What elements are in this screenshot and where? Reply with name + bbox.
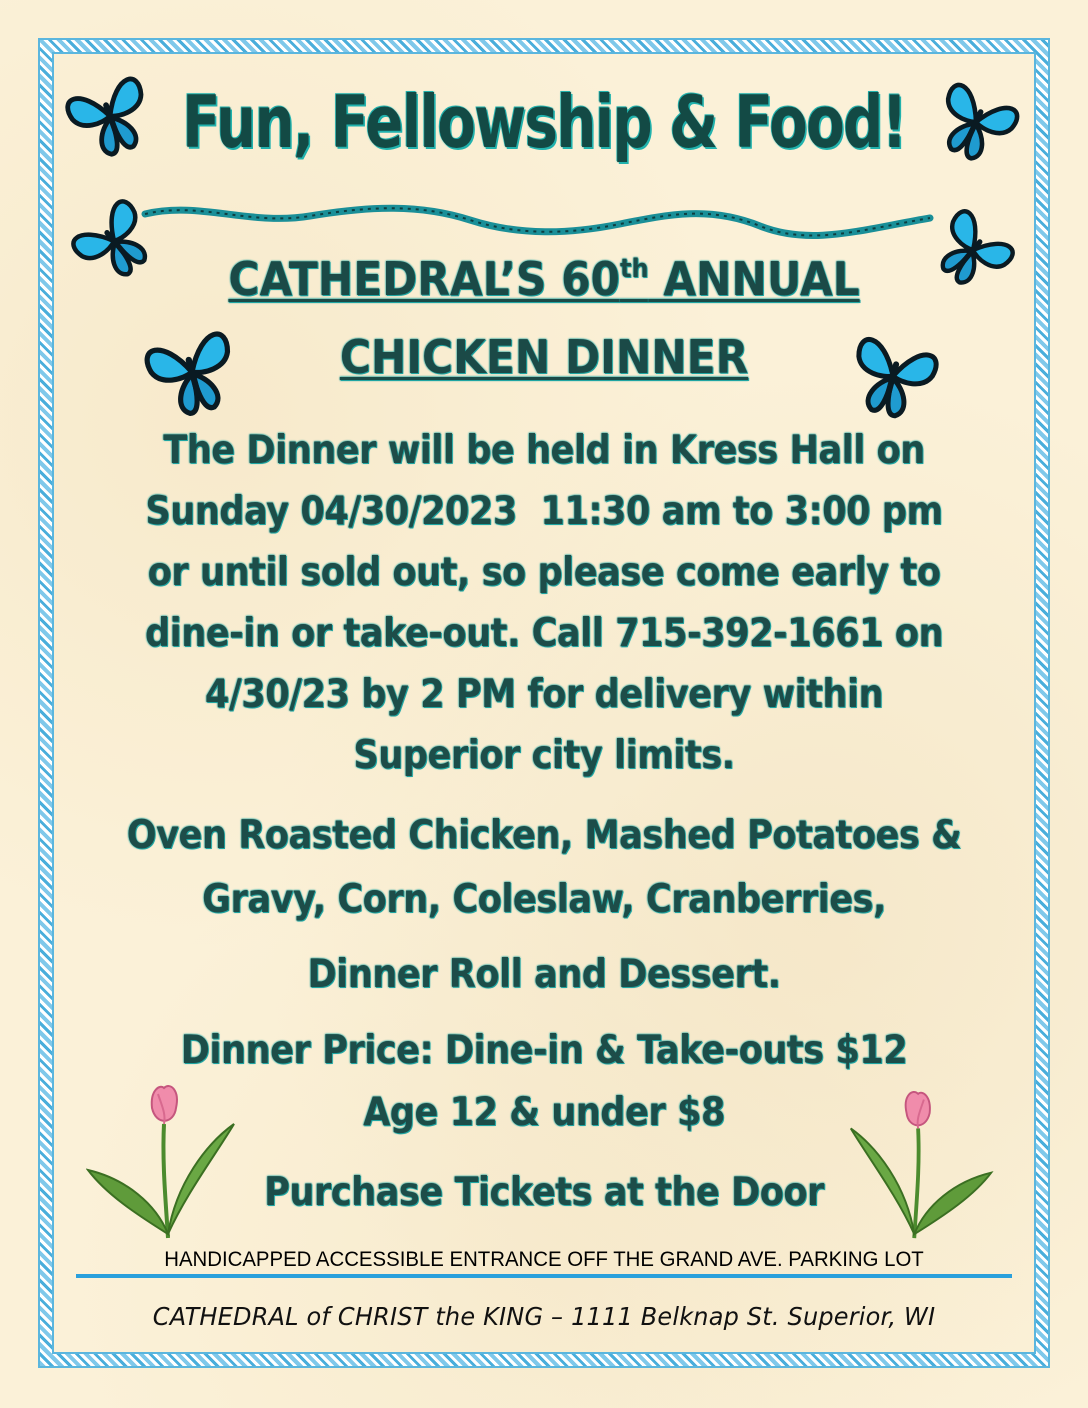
detail-line: The Dinner will be held in Kress Hall on xyxy=(163,428,925,473)
detail-line: Sunday 04/30/2023 11:30 am to 3:00 pm xyxy=(145,489,943,534)
detail-line: Superior city limits. xyxy=(353,733,735,778)
detail-line: dine-in or take-out. Call 715-392-1661 on xyxy=(144,611,944,656)
heading-part-b: ANNUAL xyxy=(648,252,860,306)
detail-line: 4/30/23 by 2 PM for delivery within xyxy=(204,672,884,717)
divider-line xyxy=(76,1274,1012,1278)
vine-divider-icon xyxy=(140,196,940,246)
menu-line-dessert: Dinner Roll and Dessert. xyxy=(307,952,781,997)
menu-line: Gravy, Corn, Coleslaw, Cranberries, xyxy=(202,877,886,922)
event-heading-line2: CHICKEN DINNER xyxy=(339,330,749,384)
flyer-title: Fun, Fellowship & Food! xyxy=(182,80,906,164)
menu-line: Oven Roasted Chicken, Mashed Potatoes & xyxy=(126,813,962,858)
menu-items xyxy=(108,804,979,932)
price-line: Dinner Price: Dine-in & Take-outs $12 xyxy=(180,1028,908,1073)
detail-line: or until sold out, so please come early to xyxy=(147,550,941,595)
price-line: Age 12 & under $8 xyxy=(363,1090,725,1135)
church-address: CATHEDRAL of CHRIST the KING – 1111 Belknap St. Superior, WI xyxy=(152,1302,936,1331)
event-details xyxy=(108,420,979,786)
tulip-icon xyxy=(846,1090,996,1240)
heading-ordinal: th xyxy=(620,254,649,284)
tickets-note: Purchase Tickets at the Door xyxy=(264,1170,824,1215)
event-heading-line1 xyxy=(99,252,990,306)
tulip-icon xyxy=(86,1084,236,1240)
accessibility-note: HANDICAPPED ACCESSIBLE ENTRANCE OFF THE GRAND AVE. PARKING LOT xyxy=(164,1248,924,1271)
heading-part-a: CATHEDRAL’S 60 xyxy=(228,252,621,306)
